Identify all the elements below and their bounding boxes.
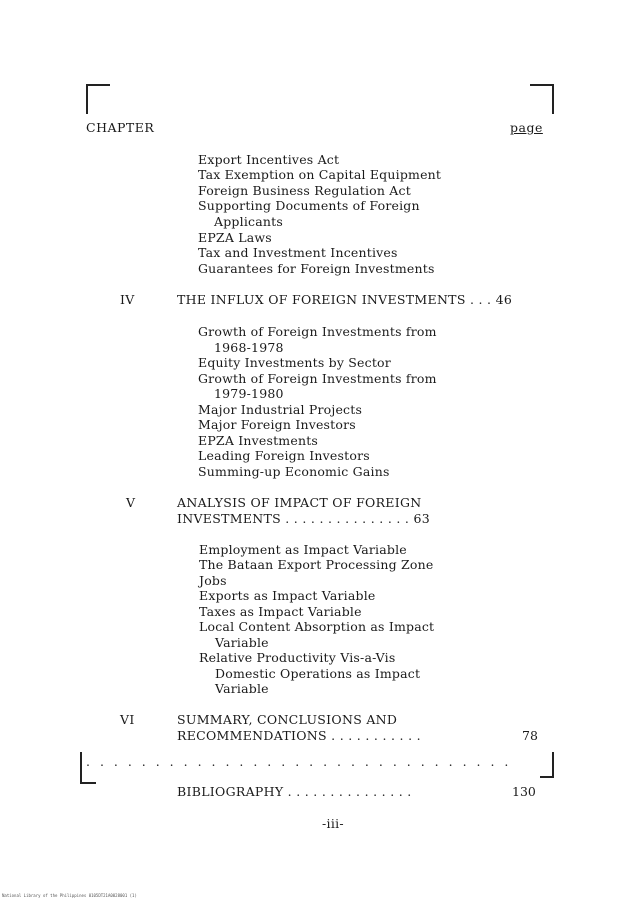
toc-subsection: Taxes as Impact Variable: [199, 604, 362, 619]
chapter-column-label: CHAPTER: [86, 120, 155, 135]
mid-right-bracket: [540, 752, 554, 778]
toc-subsection: Employment as Impact Variable: [199, 542, 407, 557]
toc-subsection: Summing-up Economic Gains: [198, 464, 390, 479]
toc-subsection: Variable: [215, 681, 269, 696]
toc-subsection: Growth of Foreign Investments from: [198, 324, 437, 339]
chapter-numeral-v: V: [126, 495, 136, 510]
chapter-title-iv: THE INFLUX OF FOREIGN INVESTMENTS . . . 46: [177, 292, 513, 307]
toc-subsection: Jobs: [199, 573, 227, 588]
toc-subsection: Leading Foreign Investors: [198, 448, 370, 463]
toc-subsection: Major Foreign Investors: [198, 417, 356, 432]
toc-subsection: Local Content Absorption as Impact: [199, 619, 435, 634]
toc-subsection: Guarantees for Foreign Investments: [198, 261, 435, 276]
toc-subsection: Export Incentives Act: [198, 152, 340, 167]
toc-subsection: Variable: [215, 635, 269, 650]
chapter-title-vi: SUMMARY, CONCLUSIONS AND: [177, 712, 398, 727]
toc-subsection: Tax and Investment Incentives: [198, 245, 398, 260]
bibliography-page: 130: [512, 784, 536, 799]
toc-subsection: 1968-1978: [214, 340, 284, 355]
chapter-title-vi: RECOMMENDATIONS . . . . . . . . . . .: [177, 728, 421, 743]
chapter-title-v: INVESTMENTS . . . . . . . . . . . . . . . 63: [177, 511, 430, 526]
chapter-title-v: ANALYSIS OF IMPACT OF FOREIGN: [177, 495, 422, 510]
toc-subsection: Applicants: [214, 214, 283, 229]
toc-subsection: EPZA Investments: [198, 433, 319, 448]
toc-subsection: Relative Productivity Vis-a-Vis: [199, 650, 396, 665]
toc-subsection: Equity Investments by Sector: [198, 355, 391, 370]
toc-subsection: The Bataan Export Processing Zone: [199, 557, 434, 572]
chapter-page-vi: 78: [522, 728, 538, 743]
page-number: -iii-: [322, 816, 344, 831]
toc-subsection: Domestic Operations as Impact: [215, 666, 421, 681]
dotted-separator: . . . . . . . . . . . . . . . . . . . . . . . . . . . . . . .: [86, 754, 512, 769]
toc-subsection: Tax Exemption on Capital Equipment: [198, 167, 442, 182]
toc-subsection: Supporting Documents of Foreign: [198, 198, 420, 213]
page-column-label: page: [510, 120, 543, 135]
chapter-numeral-vi: VI: [120, 712, 135, 727]
toc-subsection: EPZA Laws: [198, 230, 272, 245]
top-left-corner-mark: [86, 84, 110, 114]
toc-subsection: Foreign Business Regulation Act: [198, 183, 411, 198]
toc-subsection: Growth of Foreign Investments from: [198, 371, 437, 386]
scan-footnote: National Library of the Philippines 0105DT21A0028001 (1): [2, 893, 137, 898]
toc-subsection: 1979-1980: [214, 386, 284, 401]
toc-subsection: Exports as Impact Variable: [199, 588, 376, 603]
bibliography-entry: BIBLIOGRAPHY . . . . . . . . . . . . . . .: [177, 784, 412, 799]
toc-subsection: Major Industrial Projects: [198, 402, 363, 417]
top-right-corner-mark: [530, 84, 554, 114]
chapter-numeral-iv: IV: [120, 292, 135, 307]
